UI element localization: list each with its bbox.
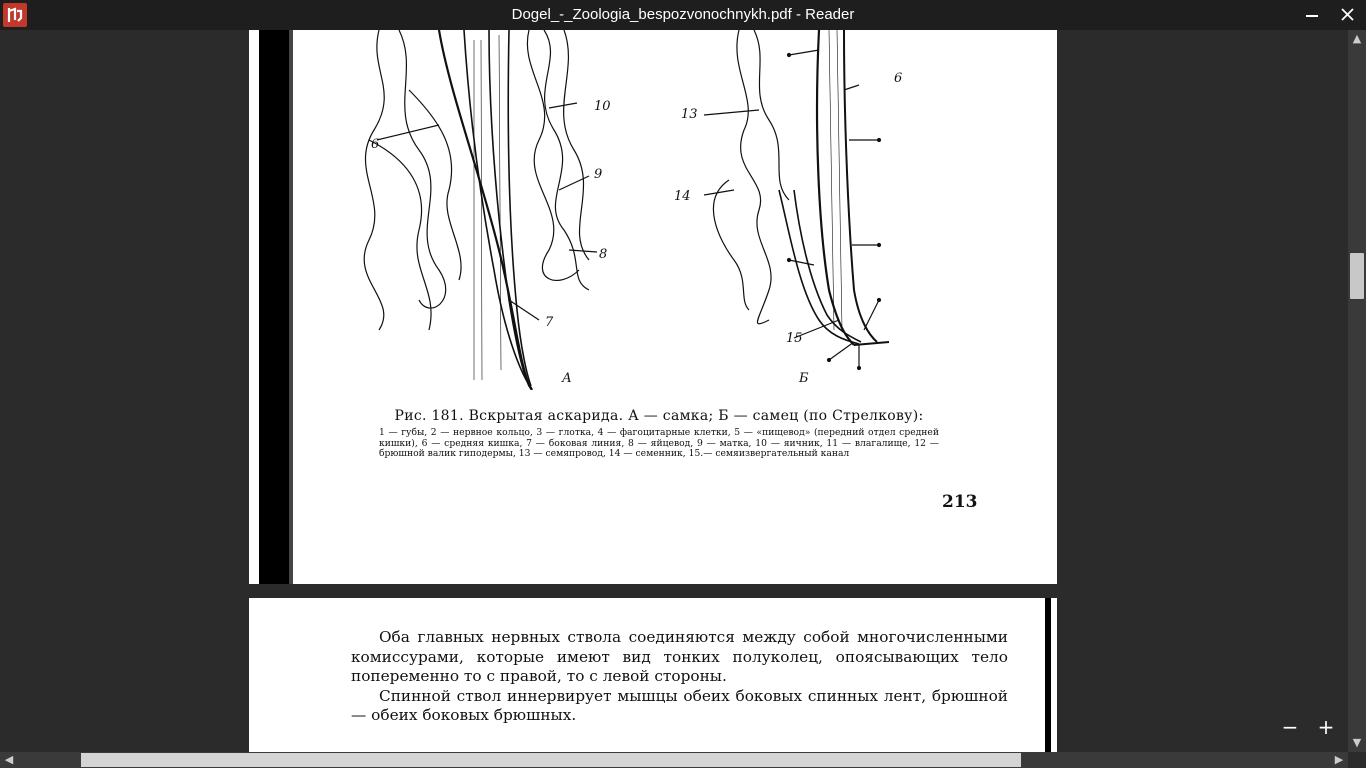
horizontal-scrollbar[interactable]: [0, 752, 1348, 768]
body-text: [351, 628, 1008, 726]
fig-label-6-left: 6: [371, 137, 380, 152]
fig-label-14: 14: [674, 189, 691, 204]
vertical-scrollbar[interactable]: [1348, 30, 1366, 752]
fig-label-6-right: 6: [894, 71, 903, 86]
scan-spine-shadow-right: [1045, 598, 1051, 752]
paragraph: Спинной ствол иннервирует мышцы обеих боковых спинных лент, брюшной — обеих боковых брюшных.: [351, 686, 1008, 724]
horizontal-scroll-thumb[interactable]: [81, 753, 1021, 767]
fig-label-15: 15: [786, 331, 803, 346]
minimize-button[interactable]: [1294, 0, 1330, 30]
scroll-down-arrow-icon[interactable]: ▼: [1352, 736, 1362, 749]
zoom-in-button[interactable]: +: [1317, 715, 1335, 739]
fig-label-8: 8: [599, 247, 608, 262]
scan-spine-shadow: [259, 30, 289, 584]
title-bar: [0, 0, 1366, 30]
scrollbar-corner: [1348, 752, 1366, 768]
fig-label-A: А: [562, 371, 572, 386]
caption-body: 1 — губы, 2 — нервное кольцо, 3 — глотка, 4 — фагоцитарные клетки, 5 — «пищевод» (передний отдел средней кишки), 6 — средняя кишка, 7 — боковая линия, 8 — яйцевод, 9 — матка, 10 — яичник, 11 — влагалище, 12 — брюшной валик гиподермы, 13 — семяпровод, 14 — семенник, 15.— семяизвергательный канал: [379, 427, 939, 459]
scan-spine-edge: [289, 30, 293, 584]
fig-label-10: 10: [594, 99, 611, 114]
fig-label-9: 9: [594, 167, 603, 182]
paragraph: Оба главных нервных ствола соединяются между собой многочисленными комиссурами, которые имеют вид тонких полуколец, опоясывающих тело попеременно то с правой, то с левой стороны.: [351, 628, 1008, 685]
scroll-up-arrow-icon[interactable]: ▲: [1352, 32, 1362, 45]
vertical-scroll-thumb[interactable]: [1350, 253, 1364, 299]
pdf-page-214: [249, 598, 1057, 752]
scroll-left-arrow-icon[interactable]: ◀: [4, 753, 14, 766]
pdf-page-213: [249, 30, 1057, 584]
page-number: 213: [942, 492, 978, 512]
ascaris-dissection-figure: [349, 30, 949, 390]
scroll-right-arrow-icon[interactable]: ▶: [1334, 753, 1344, 766]
close-button[interactable]: [1330, 0, 1366, 30]
figure-caption: [379, 408, 939, 460]
caption-title: Рис. 181. Вскрытая аскарида. А — самка; Б — самец (по Стрелкову):: [394, 408, 924, 424]
fig-label-7: 7: [545, 315, 554, 330]
zoom-out-button[interactable]: −: [1281, 715, 1299, 739]
document-viewport[interactable]: [0, 30, 1348, 752]
fig-label-B: Б: [799, 371, 809, 386]
fig-label-13: 13: [681, 107, 698, 122]
window-title: Dogel_-_Zoologia_bespozvonochnykh.pdf - Reader: [511, 6, 855, 23]
